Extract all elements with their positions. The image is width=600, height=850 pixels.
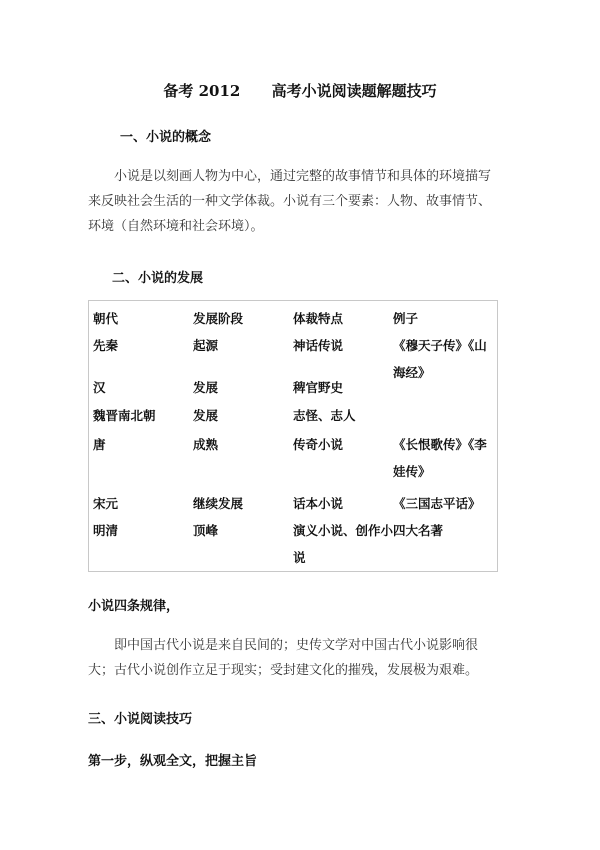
table-cell: 顶峰	[193, 523, 219, 538]
table-cell: 稗官野史	[293, 380, 344, 395]
table-cell: 发展	[193, 380, 219, 395]
table-cell: 传奇小说	[293, 437, 344, 452]
table-header-genre: 体裁特点	[293, 311, 344, 326]
table-cell: 起源	[193, 338, 219, 353]
development-table	[88, 300, 498, 572]
rules-paragraph: 即中国古代小说是来自民间的；史传文学对中国古代小说影响很大；古代小说创作立足于现实；受封建文化的摧残，发展极为艰难。	[88, 638, 479, 678]
table-cell: 先秦	[93, 338, 119, 353]
table-cell: 神话传说	[293, 338, 344, 353]
rules-heading: 小说四条规律，	[88, 599, 180, 614]
table-cell: 《长恨歌传》《李娃传》	[393, 437, 487, 479]
table-header-example: 例子	[393, 311, 419, 326]
table-cell: 汉	[93, 380, 106, 395]
table-cell: 继续发展	[193, 496, 244, 511]
table-cell: 志怪、志人	[293, 408, 356, 423]
table-cell: 四大名著	[393, 523, 444, 538]
table-cell: 《穆天子传》《山海经》	[393, 338, 487, 380]
step-one-heading: 第一步，纵观全文，把握主旨	[88, 754, 258, 769]
table-cell: 明清	[93, 523, 119, 538]
table-cell: 《三国志平话》	[393, 496, 481, 511]
table-header-stage: 发展阶段	[193, 311, 244, 326]
table-cell: 演义小说、创作小说	[293, 523, 394, 565]
table-cell: 唐	[93, 437, 106, 452]
section-heading-development: 二、小说的发展	[112, 271, 204, 286]
table-header-dynasty: 朝代	[93, 311, 119, 326]
table-cell: 发展	[193, 408, 219, 423]
table-cell: 话本小说	[293, 496, 344, 511]
table-cell: 成熟	[193, 437, 219, 452]
table-cell: 魏晋南北朝	[93, 408, 156, 423]
page-title: 备考 2012 高考小说阅读题解题技巧	[163, 82, 437, 100]
section-heading-concept: 一、小说的概念	[120, 130, 212, 145]
concept-paragraph: 小说是以刻画人物为中心，通过完整的故事情节和具体的环境描写来反映社会生活的一种文学体裁。小说有三个要素：人物、故事情节、环境（自然环境和社会环境）。	[88, 169, 492, 234]
table-cell: 宋元	[93, 496, 119, 511]
section-heading-reading-skills: 三、小说阅读技巧	[88, 712, 193, 727]
